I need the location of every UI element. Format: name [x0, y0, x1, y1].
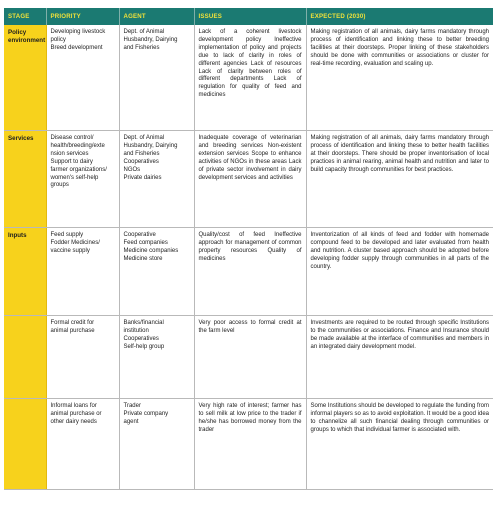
expected-cell: Inventorization of all kinds of feed and fodder with homemade compound feed to be developed and later evaluated from health and nutrition. A cluster based approach should be adopted before developing fodder supply through communities in all parts of the country. — [306, 228, 493, 316]
issues-cell: Quality/cost of feed Ineffective approach for management of common property resources Quality of medicines — [194, 228, 306, 316]
stage-cell: Policy environment — [4, 25, 46, 131]
header-expected: EXPECTED (2030) — [306, 8, 493, 25]
issues-cell: Very high rate of interest; farmer has to sell milk at low price to the trader if he/she has borrowed money from the trader — [194, 399, 306, 490]
agent-cell: Dept. of Animal Husbandry, Dairying and Fisheries — [119, 25, 194, 131]
header-row — [4, 8, 493, 25]
header-issues: ISSUES — [194, 8, 306, 25]
agent-cell: Dept. of Animal Husbandry, Dairying and Fisheries Cooperatives NGOs Private dairies — [119, 131, 194, 228]
expected-cell: Making registration of all animals, dairy farms mandatory through process of identification and linking these to better breeding facilities at their doorsteps. Proper linking of these stakeholders should be done with communities or associations or cluster for real-time recording, evaluation and scaling up. — [306, 25, 493, 131]
stage-cell — [4, 399, 46, 490]
expected-cell: Investments are required to be routed through specific Institutions to the communities or associations. Finance and Insurance should be made available at the interface of communities and members in an integrated dairy development model. — [306, 316, 493, 399]
priority-cell: Developing livestock policy Breed development — [46, 25, 119, 131]
expected-cell: Making registration of all animals, dairy farms mandatory through process of identification and linking these to better health facilities at their doorsteps. There should be proper inventorisation of local practices in animal rearing, animal health and nutrition and later to build capacity through communities for best practices. — [306, 131, 493, 228]
header-stage: STAGE — [4, 8, 46, 25]
agent-cell: Cooperative Feed companies Medicine companies Medicine store — [119, 228, 194, 316]
priority-cell: Disease control/ health/breeding/exte nsion services Support to dairy farmer organizations/ women's self-help groups — [46, 131, 119, 228]
priority-cell: Informal loans for animal purchase or other dairy needs — [46, 399, 119, 490]
table-row — [4, 316, 493, 399]
agent-cell: Banks/financial institution Cooperatives Self-help group — [119, 316, 194, 399]
table-row — [4, 131, 493, 228]
header-agent: AGENT — [119, 8, 194, 25]
priority-cell: Feed supply Fodder Medicines/ vaccine supply — [46, 228, 119, 316]
livestock-policy-table — [4, 8, 493, 490]
agent-cell: Trader Private company agent — [119, 399, 194, 490]
expected-cell: Some Institutions should be developed to regulate the funding from informal players so as to avoid exploitation. It would be a good idea to channelize all such financial dealing through communities or groups to which that individual farmer is associated with. — [306, 399, 493, 490]
stage-cell: Inputs — [4, 228, 46, 316]
issues-cell: Lack of a coherent livestock development policy Ineffective implementation of policy and projects due to lack of clarity in roles of different agencies Lack of resources Lack of clarity between roles of different departments Lack of regulation for quality of feed and medicines — [194, 25, 306, 131]
issues-cell: Very poor access to formal credit at the farm level — [194, 316, 306, 399]
header-priority: PRIORITY — [46, 8, 119, 25]
table-row — [4, 228, 493, 316]
stage-cell: Services — [4, 131, 46, 228]
table-row — [4, 399, 493, 490]
stage-cell — [4, 316, 46, 399]
issues-cell: Inadequate coverage of veterinarian and breeding services Non-existent extension services Scope to enhance activities of NGOs in these areas Lack of private sector involvement in dairy development services and activities — [194, 131, 306, 228]
priority-cell: Formal credit for animal purchase — [46, 316, 119, 399]
table-row — [4, 25, 493, 131]
